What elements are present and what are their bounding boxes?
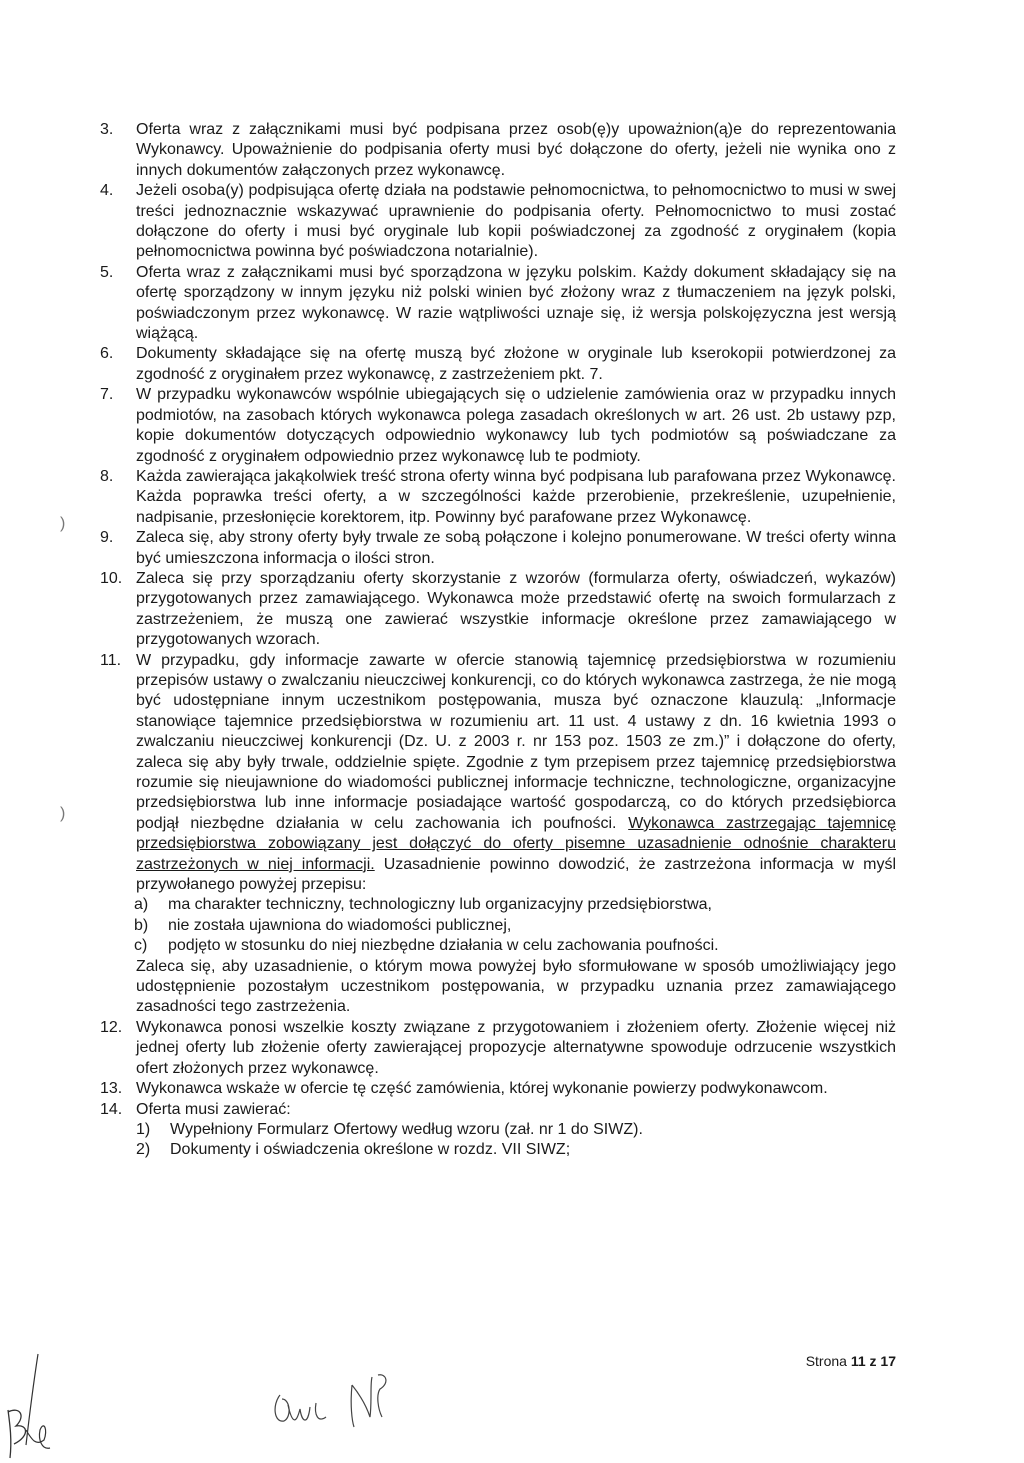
list-item-text: ma charakter techniczny, technologiczny lub organizacyjny przedsiębiorstwa, [168,896,712,914]
sub-list-item [134,895,896,915]
list-number: 6. [100,345,114,363]
margin-mark: ) [60,805,66,822]
list-number: 9. [100,529,114,547]
list-number: 8. [100,467,114,485]
list-item-text: Wykonawca wskaże w ofercie tę część zamówienia, której wykonanie powierzy podwykonawcom. [136,1080,828,1098]
paragraph-text: Zaleca się, aby uzasadnienie, o którym mowa powyżej było sformułowane w sposób umożliwiający jego udostępnienie pozostałym uczestnikom postępowania, w przypadku uznania przez zamawiającego zasadności tego zastrzeżenia. [136,957,896,1016]
list-item [100,528,896,569]
list-number: 7. [100,386,114,404]
list-number: 4. [100,182,114,200]
list-item-text: Zaleca się, aby strony oferty były trwale ze sobą połączone i kolejno ponumerowane. W treści oferty winna być umieszczona informacja o ilości stron. [136,529,896,567]
footer-prefix: Strona [805,1353,847,1369]
list-number: 2) [136,1141,151,1159]
list-number: c) [134,937,148,955]
list-item [100,181,896,263]
list-number: a) [134,896,149,914]
list-number: 5. [100,263,114,281]
list-item-11 [100,651,896,1018]
handwritten-initials [270,1365,400,1435]
underlined-text: Wykonawca zastrzegając tajemnicę przedsiębiorstwa zobowiązany jest dołączyć do oferty pisemne uzasadnienie odnośnie charakteru zastrzeżonych w niej informacji. [136,814,897,873]
list-item-text: Wypełniony Formularz Ofertowy według wzoru (zał. nr 1 do SIWZ). [170,1120,643,1138]
list-item [100,344,896,385]
paragraph-text: Uzasadnienie powinno dowodzić, że zastrzeżona informacja w myśl przywołanego powyżej przepisu: [136,855,896,894]
list-number: 1) [136,1120,151,1138]
list-item-text: Oferta wraz z załącznikami musi być sporządzona w języku polskim. Każdy dokument składający się na ofertę sporządzony w innym języku niż polski winien być złożony wraz z tłumaczeniem na język polski, poświadczonym przez wykonawcę. W razie wątpliwości uznaje się, iż wersja polskojęzyczna jest wersją wiążącą. [136,263,896,343]
list-item-text: Dokumenty i oświadczenia określone w rozdz. VII SIWZ; [170,1141,571,1159]
list-item-text: Jeżeli osoba(y) podpisująca ofertę działa na podstawie pełnomocnictwa, to pełnomocnictwo to musi w swej treści jednoznacznie wskazywać uprawnienie do podpisania oferty. Pełnomocnictwo to musi zostać dołączone do oferty i musi być oryginale lub kopii poświadczonej za zgodność z oryginałem (kopia pełnomocnictwa powinna być poświadczona notarialnie). [136,182,896,261]
sub-list-item [136,1120,896,1140]
list-item [100,467,896,528]
list-item [100,1018,896,1079]
page-number: 11 [850,1353,866,1369]
list-item [100,1079,896,1099]
list-item-14 [100,1100,896,1161]
list-item-text: Oferta wraz z załącznikami musi być podpisana przez osob(ę)y upoważnion(ą)e do reprezentowania Wykonawcy. Upoważnienie do podpisania oferty musi być dołączone do oferty, jeżeli nie wynika ono z innych dokumentów załączonych przez wykonawcę. [136,121,896,179]
list-item [100,569,896,651]
list-item-text: Każda zawierająca jakąkolwiek treść strona oferty winna być podpisana lub parafowana przez Wykonawcę. Każda poprawka treści oferty, a w szczególności każde przerobienie, przekreślenie, uzupełnienie, nadpisanie, przesłonięcie korektorem, itp. Powinny być parafowane przez Wykonawcę. [136,467,896,526]
sub-list-item [134,916,896,936]
list-item [100,120,896,181]
list-number: 3. [100,121,114,138]
list-number: 10. [100,569,123,587]
list-item-text: Wykonawca ponosi wszelkie koszty związane z przygotowaniem i złożeniem oferty. Złożenie więcej niż jednej oferty lub złożenie oferty zawierającej propozycje alternatywne spowoduje odrzucenie wszystkich ofert złożonych przez wykonawcę. [136,1018,896,1077]
sub-list-item [134,936,896,956]
list-number: 14. [100,1100,123,1118]
list-item [100,263,896,345]
sub-list-item [136,1140,896,1160]
paragraph-text: W przypadku, gdy informacje zawarte w ofercie stanowią tajemnicę przedsiębiorstwa w rozumieniu przepisów ustawy o zwalczaniu nieuczciwej konkurencji, co do których wykonawca zastrzega, że nie mogą być udostępniane innym uczestnikom postępowania, musza być oznaczone klauzulą: „Informacje stanowiące tajemnice przedsiębiorstwa w rozumieniu art. 11 ust. 4 ustawy z dn. 16 kwietnia 1993 o zwalczaniu nieuczciwej konkurencji (Dz. U. z 2003 r. nr 153 poz. 1503 ze zm.)” i dołączone do oferty, zaleca się aby były trwale, oddzielnie spięte. Zgodnie z tym przepisem przez tajemnicę przedsiębiorstwa rozumie się nieujawnione do wiadomości publicznej informacje techniczne, technologiczne, organizacyjne przedsiębiorstwa lub inne informacje posiadające wartość gospodarczą, co do których przedsiębiorca podjął niezbędne działania w celu zachowania ich poufności. [136,651,896,832]
page-total: 17 [880,1353,896,1369]
list-item-text: W przypadku wykonawców wspólnie ubiegających się o udzielenie zamówienia oraz w przypadku innych podmiotów, na zasobach których wykonawca polega zasadach określonych w art. 26 ust. 2b ustawy pzp, kopie dokumentów dotyczących odpowiednio wykonawcy lub tych podmiotów są poświadczane za zgodność z oryginałem odpowiednio przez wykonawcę lub te podmioty. [136,386,896,465]
list-item-text: nie została ujawniona do wiadomości publicznej, [168,916,512,934]
list-item-text [136,651,896,896]
list-item [100,385,896,467]
list-number: b) [134,916,149,934]
list-number: 12. [100,1018,123,1036]
list-number: 11. [100,651,122,669]
numbered-list [100,120,896,1161]
list-number: 13. [100,1080,123,1098]
page-footer [806,1353,896,1369]
handwritten-signature-left [0,1350,60,1463]
list-item-text: Zaleca się przy sporządzaniu oferty skorzystanie z wzorów (formularza oferty, oświadczeń, wykazów) przygotowanych przez zamawiającego. Wykonawca może przedstawić ofertę na swoich formularzach z zastrzeżeniem, że muszą one zawierać wszystkie informacje określone przez zamawiającego w przygotowanych wzorach. [136,569,896,649]
page-separator: z [869,1353,877,1369]
list-item-text: Oferta musi zawierać: [136,1100,291,1118]
list-item-text: Dokumenty składające się na ofertę muszą być złożone w oryginale lub kserokopii potwierdzonej za zgodność z oryginałem przez wykonawcę, z zastrzeżeniem pkt. 7. [136,345,896,383]
list-item-text: podjęto w stosunku do niej niezbędne działania w celu zachowania poufności. [168,937,719,955]
margin-mark: ) [60,515,66,532]
